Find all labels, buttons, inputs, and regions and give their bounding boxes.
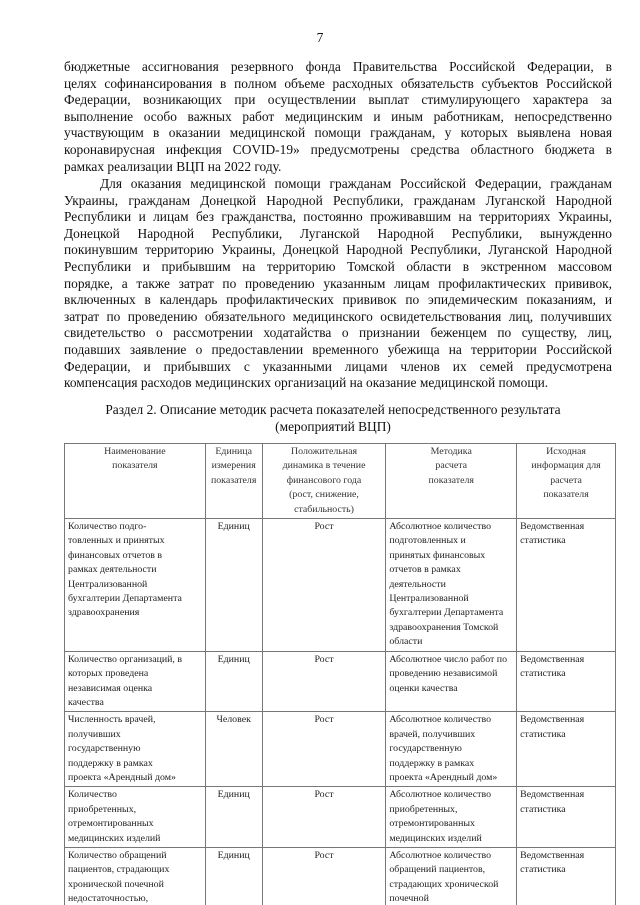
cell-method <box>386 651 517 712</box>
text-line: государственную <box>68 743 141 755</box>
cell-method <box>386 519 517 652</box>
text-line: рамках деятельности <box>68 564 157 576</box>
text-line: Единиц <box>217 521 250 533</box>
text-line: статистика <box>520 728 566 740</box>
table-row <box>65 519 616 652</box>
cell-unit <box>205 787 262 848</box>
text-line: медицинских изделий <box>68 832 161 844</box>
cell-dynamics <box>262 651 386 712</box>
text-line: свидетельство о рассмотрении ходатайства о признании беженцем по существу, лиц, <box>64 325 612 341</box>
text-line: здравоохранения <box>68 607 140 619</box>
text-line: обращений пациентов, <box>389 864 486 876</box>
text-line: Украины, гражданам Донецкой Народной Республики, гражданам Луганской Народной <box>64 192 612 208</box>
text-line: порядке, а также затрат по проведению указанным лицам профилактических прививок, <box>64 275 612 291</box>
text-line: Положительная <box>291 446 358 457</box>
text-line: Донецкой Народной Республики, Луганской Народной Республики, вынужденно <box>64 225 612 241</box>
text-line: Количество организаций, в <box>68 653 183 665</box>
text-line: Количество подго- <box>68 521 147 533</box>
text-line: Абсолютное количество <box>389 521 492 533</box>
text-line: Ведомственная <box>520 789 585 801</box>
text-line: независимая оценка <box>68 682 153 694</box>
text-line: подготовленных и <box>389 535 466 547</box>
text-line: выполнение особо важных работ медицинским и иным работникам, непосредственно <box>64 108 612 124</box>
text-line: Республики и лицам без гражданства, постоянно проживавшим на территориях Украины, <box>64 209 612 225</box>
text-line: целях софинансирования в полном объеме расходных обязательств субъектов Российской <box>64 75 612 91</box>
cell-dynamics <box>262 712 386 787</box>
text-line: Централизованной <box>389 593 469 605</box>
cell-unit <box>205 651 262 712</box>
text-line: пациентов, страдающих <box>68 864 170 876</box>
text-line: врачей, получивших <box>389 728 476 740</box>
text-line: государственную <box>389 743 462 755</box>
text-line: товленных и принятых <box>68 535 165 547</box>
text-line: бухгалтерии Департамента <box>389 607 504 619</box>
text-line: приобретенных, <box>68 803 137 815</box>
text-line: динамика в течение <box>282 460 366 472</box>
text-line: приобретенных, <box>389 803 458 815</box>
text-line: статистика <box>520 668 566 680</box>
text-line: Численность врачей, <box>68 714 156 726</box>
cell-indicator-name <box>65 847 206 905</box>
cell-indicator-name <box>65 519 206 652</box>
text-line: информация для <box>531 460 601 472</box>
cell-dynamics <box>262 519 386 652</box>
text-line: оценки качества <box>389 682 458 694</box>
text-line: Ведомственная <box>520 653 585 665</box>
text-line: Единиц <box>217 849 250 861</box>
text-line: Абсолютное количество <box>389 714 492 726</box>
text-line: Методика <box>430 446 472 457</box>
paragraph-medical-aid-compensation <box>64 176 612 392</box>
text-line: Ведомственная <box>520 714 585 726</box>
text-line: Для оказания медицинской помощи гражданам Российской Федерации, гражданам <box>100 176 612 191</box>
cell-unit <box>205 847 262 905</box>
text-line: получивших <box>68 728 121 740</box>
text-line: недостаточностью, <box>68 893 149 905</box>
page-number: 7 <box>316 30 324 45</box>
table-row <box>65 787 616 848</box>
text-line: измерения <box>211 460 256 472</box>
text-line: проекта «Арендный дом» <box>68 771 176 783</box>
text-line: Централизованной <box>68 578 148 590</box>
text-line: Рост <box>314 653 334 665</box>
text-line: показателя <box>428 474 474 486</box>
cell-unit <box>205 519 262 652</box>
section-title-line: Раздел 2. Описание методик расчета показателей непосредственного результата <box>105 402 561 417</box>
cell-source <box>517 519 616 652</box>
text-line: здравоохранения Томской <box>389 621 499 633</box>
text-line: стабильность) <box>294 503 354 515</box>
text-line: принятых финансовых <box>389 549 486 561</box>
text-line: хронической почечной <box>68 878 164 890</box>
text-line: которых проведена <box>68 668 149 680</box>
text-line: Федерации, и прибывших с указанными лицами членов их семей предусмотрена <box>64 358 612 374</box>
indicators-methodology-table <box>64 443 616 905</box>
text-line: компенсация расходов медицинских организаций на оказание медицинской помощи. <box>64 375 549 391</box>
cell-source <box>517 651 616 712</box>
table-row <box>65 712 616 787</box>
text-line: области <box>389 636 423 648</box>
text-line: статистика <box>520 864 566 876</box>
text-line: Человек <box>216 714 251 726</box>
text-line: проекта «Арендный дом» <box>389 771 498 783</box>
text-line: коронавирусная инфекция COVID-19» предусмотрены средства областного бюджета в <box>64 141 612 157</box>
text-line: отчетов в рамках <box>389 564 461 576</box>
text-line: (рост, снижение, <box>289 489 359 501</box>
text-line: отремонтированных <box>68 818 154 830</box>
cell-dynamics <box>262 847 386 905</box>
cell-indicator-name <box>65 651 206 712</box>
text-line: Абсолютное количество <box>389 789 492 801</box>
text-line: поддержку в рамках <box>68 757 153 769</box>
table-header-row <box>65 444 616 519</box>
cell-method <box>386 847 517 905</box>
cell-source <box>517 847 616 905</box>
text-line: Рост <box>314 849 334 861</box>
text-line: Наименование <box>104 446 166 457</box>
text-line: Рост <box>314 714 334 726</box>
cell-indicator-name <box>65 712 206 787</box>
text-line: расчета <box>550 474 582 486</box>
table-row <box>65 651 616 712</box>
text-line: Федерации, возникающих при осуществлении выплат стимулирующего характера за <box>64 92 612 108</box>
text-line: показателя <box>210 474 257 486</box>
text-line: бухгалтерии Департамента <box>68 593 182 605</box>
text-line: финансовых отчетов в <box>68 549 163 561</box>
header-source <box>517 444 616 519</box>
text-line: покинувшим территорию Украины, Донецкой Народной Республики, Луганской Народной <box>64 242 612 258</box>
cell-source <box>517 787 616 848</box>
cell-method <box>386 712 517 787</box>
text-line: финансового года <box>286 474 362 486</box>
text-line: бюджетные ассигнования резервного фонда Правительства Российской Федерации, в <box>64 59 612 74</box>
text-line: медицинских изделий <box>389 832 482 844</box>
text-line: отремонтированных <box>389 818 475 830</box>
section-title-line: (мероприятий ВЦП) <box>275 418 391 434</box>
cell-indicator-name <box>65 787 206 848</box>
text-line: поддержку в рамках <box>389 757 475 769</box>
table-row <box>65 847 616 905</box>
text-line: показателя <box>112 460 158 472</box>
text-line: Рост <box>314 521 334 533</box>
cell-source <box>517 712 616 787</box>
header-dynamics <box>262 444 386 519</box>
text-line: Абсолютное количество <box>389 849 492 861</box>
text-line: статистика <box>520 803 566 815</box>
text-line: Ведомственная <box>520 521 585 533</box>
text-line: статистика <box>520 535 566 547</box>
text-line: качества <box>68 696 104 708</box>
text-line: расчета <box>435 460 468 472</box>
text-line: участвующим в оказании медицинской помощи гражданам, у которых выявлена новая <box>64 125 612 141</box>
cell-unit <box>205 712 262 787</box>
text-line: Количество <box>68 789 117 801</box>
text-line: проведению независимой <box>389 668 498 680</box>
text-line: затрат по проведению обязательного медицинского освидетельствования лиц, получивших <box>64 308 612 324</box>
text-line: Ведомственная <box>520 849 585 861</box>
text-line: показателя <box>543 489 589 501</box>
cell-dynamics <box>262 787 386 848</box>
text-line: Единица <box>215 446 252 457</box>
text-line: Единиц <box>217 789 250 801</box>
text-line: почечной <box>389 893 429 905</box>
header-method <box>386 444 517 519</box>
text-line: подавших заявление о предоставлении временного убежища на территории Российской <box>64 341 612 357</box>
text-line: деятельности <box>389 578 446 590</box>
text-line: страдающих хронической <box>389 878 499 890</box>
text-line: Абсолютное число работ по <box>389 653 508 665</box>
text-line: Единиц <box>217 653 250 665</box>
text-line: Исходная <box>546 446 586 457</box>
text-line: Республики и прибывшим на территорию Томской области в экстренном массовом <box>64 258 612 274</box>
paragraph-budget-allocations <box>64 59 612 175</box>
section-title <box>0 402 640 435</box>
text-line: включенных в календарь профилактических прививок по эпидемическим показаниям, и <box>64 292 612 308</box>
text-line: Количество обращений <box>68 849 167 861</box>
header-indicator-name <box>65 444 206 519</box>
cell-method <box>386 787 517 848</box>
text-line: рамках реализации ВЦП на 2022 году. <box>64 158 282 174</box>
text-line: Рост <box>314 789 334 801</box>
header-unit <box>205 444 262 519</box>
